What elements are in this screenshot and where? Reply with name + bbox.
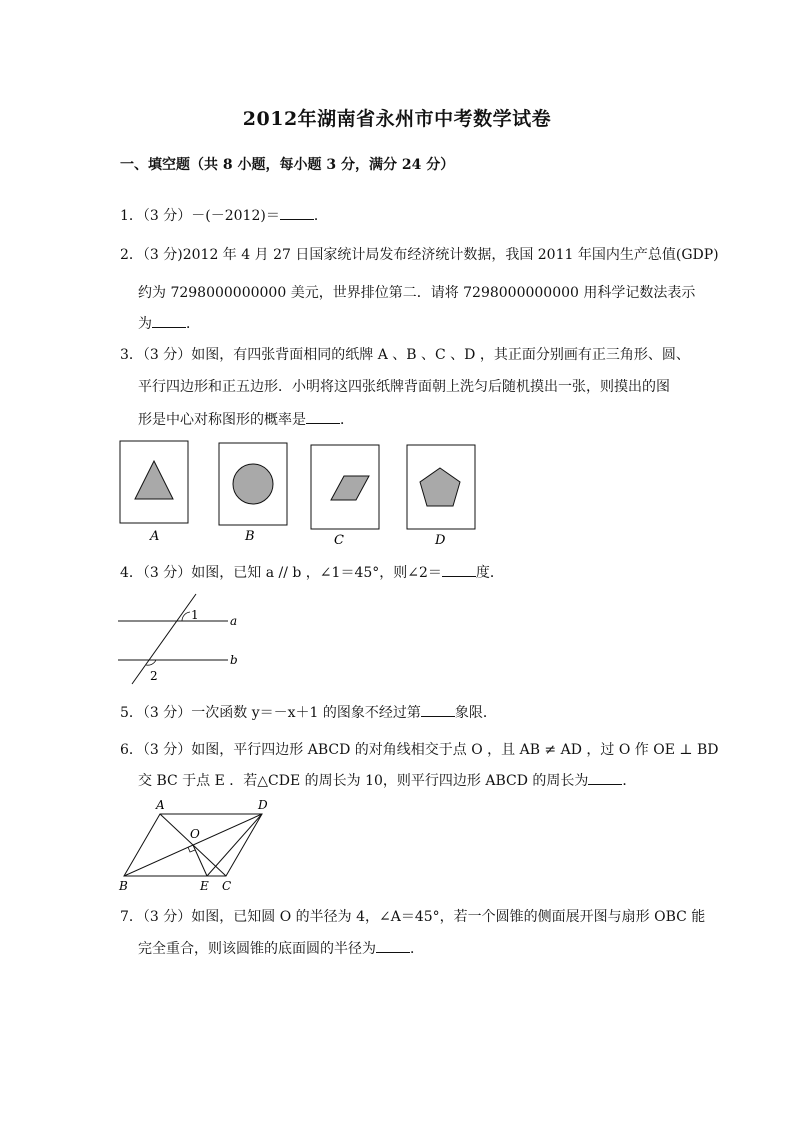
q5-end: 象限． (454, 705, 497, 721)
q2-end: ． (186, 316, 200, 332)
question-4 (120, 562, 504, 582)
q7-line1: 7．（3 分）如图，已知圆 O 的半径为 4，∠A＝45°，若一个圆锥的侧面展开图与扇形 OBC 能 (120, 909, 706, 925)
angle-1-label: 1 (191, 608, 199, 622)
question-3-end (138, 409, 354, 429)
answer-blank (421, 702, 455, 717)
angle-1-arc (182, 612, 190, 621)
q2-line2: 约为 7298000000000 美元，世界排位第二．请将 7298000000000 用科学记数法表示 (138, 285, 696, 301)
answer-blank (306, 409, 340, 424)
q6-line2: 交 BC 于点 E ．若△CDE 的周长为 10，则平行四边形 ABCD 的周长为 (138, 773, 589, 789)
q2-line3: 为 (138, 316, 152, 332)
circle-shape (233, 464, 273, 504)
q3-line3: 形是中心对称图形的概率是 (138, 412, 306, 428)
q7-line2: 完全重合，则该圆锥的底面圆的半径为 (138, 941, 376, 957)
parallelogram-figure (110, 796, 280, 896)
q7-end: ． (410, 941, 424, 957)
point-a-label: A (156, 798, 165, 812)
q5-text: 5．（3 分）一次函数 y＝－x＋1 的图象不经过第 (120, 705, 421, 721)
point-c-label: C (222, 879, 232, 893)
angle-2-label: 2 (150, 669, 158, 683)
answer-blank (152, 313, 186, 328)
answer-blank (376, 938, 410, 953)
point-b-label: B (119, 879, 128, 893)
section-heading: 一、填空题（共 8 小题，每小题 3 分，满分 24 分） (120, 157, 455, 173)
q3-line2: 平行四边形和正五边形．小明将这四张纸牌背面朝上洗匀后随机摸出一张，则摸出的图 (138, 379, 670, 395)
question-5 (120, 702, 497, 722)
answer-blank (280, 205, 314, 220)
point-d-label: D (258, 798, 268, 812)
parallel-lines-figure (110, 592, 260, 688)
card-d (407, 445, 475, 548)
q1-end: ． (313, 208, 328, 224)
segment-oe (193, 845, 207, 876)
q6-end: ． (622, 773, 637, 789)
question-6-end (138, 770, 636, 790)
page-title: 2012年湖南省永州市中考数学试卷 (242, 108, 552, 130)
q2-line1: 2．（3 分)2012 年 4 月 27 日国家统计局发布经济统计数据，我国 2011 年国内生产总值(GDP) (120, 247, 719, 263)
segment-de (207, 814, 262, 876)
card-label-c: C (334, 533, 344, 548)
q4-text: 4．（3 分）如图，已知 a // b ，∠1＝45°，则∠2＝ (120, 565, 442, 581)
transversal-line (132, 594, 196, 684)
question-7-end (138, 938, 424, 958)
line-b-label: b (230, 653, 238, 667)
card-label-a: A (150, 529, 160, 544)
q3-end: ． (340, 412, 354, 428)
card-c (311, 445, 379, 548)
question-2-end (138, 313, 200, 333)
q1-text: 1．（3 分）－(－2012)＝ (120, 208, 280, 224)
card-label-b: B (245, 529, 255, 544)
card-label-d: D (435, 533, 446, 548)
card-a (120, 441, 188, 544)
line-a-label: a (230, 614, 238, 628)
point-e-label: E (200, 879, 209, 893)
question-1 (120, 205, 328, 225)
card-b (219, 443, 287, 544)
q4-end: 度． (475, 565, 504, 581)
cards-figure (110, 436, 500, 548)
answer-blank (588, 770, 622, 785)
q3-line1: 3．（3 分）如图，有四张背面相同的纸牌 A 、B 、C 、D ，其正面分别画有正三角形、圆、 (120, 347, 690, 363)
q6-line1: 6．（3 分）如图，平行四边形 ABCD 的对角线相交于点 O ，且 AB ≠ AD ，过 O 作 OE ⊥ BD (120, 742, 719, 758)
answer-blank (442, 562, 476, 577)
point-o-label: O (190, 827, 200, 841)
